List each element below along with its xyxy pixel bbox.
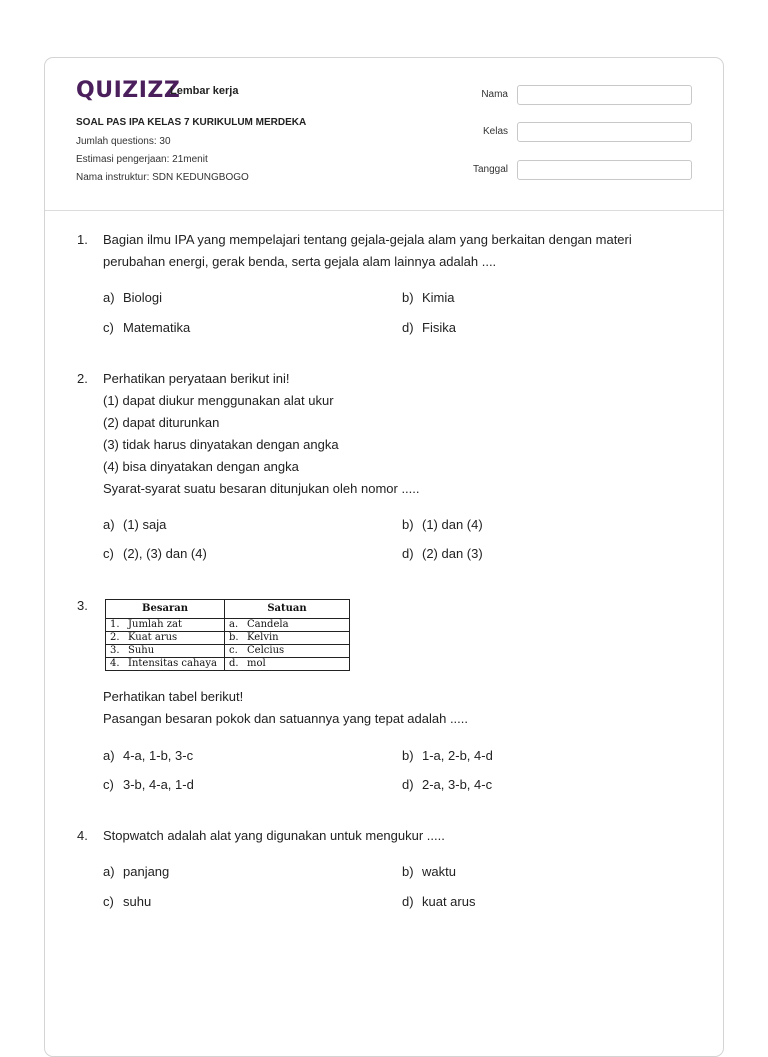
option-label: b) <box>402 748 414 763</box>
option-label: d) <box>402 546 414 561</box>
option-label: b) <box>402 517 414 532</box>
instructor-name: Nama instruktur: SDN KEDUNGBOGO <box>76 172 249 183</box>
cell-text: Jumlah zat <box>128 619 182 630</box>
table-header-row <box>106 600 350 619</box>
option-label: c) <box>103 320 114 335</box>
option-c[interactable] <box>103 546 207 561</box>
worksheet-header <box>45 58 723 211</box>
table-cell-satuan <box>225 632 350 645</box>
row-index: 4. <box>110 658 120 669</box>
question-line: (4) bisa dinyatakan dengan angka <box>103 459 299 474</box>
option-text: panjang <box>123 864 170 879</box>
option-d[interactable] <box>402 777 492 792</box>
option-a[interactable] <box>103 864 169 879</box>
name-field[interactable] <box>517 85 692 105</box>
option-text: (2), (3) dan (4) <box>123 546 207 561</box>
option-text: waktu <box>422 864 456 879</box>
option-c[interactable] <box>103 777 194 792</box>
table-row <box>106 632 350 645</box>
cell-text: Suhu <box>128 645 155 656</box>
table-cell-besaran <box>106 619 225 632</box>
question-count: Jumlah questions: 30 <box>76 136 171 147</box>
option-text: (1) saja <box>123 517 167 532</box>
option-label: a) <box>103 748 115 763</box>
row-index: d. <box>229 658 239 669</box>
question-number: 1. <box>77 232 88 247</box>
question-line: (3) tidak harus dinyatakan dengan angka <box>103 437 339 452</box>
option-c[interactable] <box>103 320 190 335</box>
option-label: d) <box>402 777 414 792</box>
question-line: Pasangan besaran pokok dan satuannya yang tepat adalah ..... <box>103 711 468 726</box>
question-text <box>103 686 663 730</box>
option-b[interactable] <box>402 748 493 763</box>
table-row <box>106 645 350 658</box>
option-text: Matematika <box>123 320 191 335</box>
option-text: 3-b, 4-a, 1-d <box>123 777 194 792</box>
logo-subtitle: Lembar kerja <box>170 85 239 97</box>
option-d[interactable] <box>402 546 483 561</box>
option-text: Kimia <box>422 290 455 305</box>
question-number: 4. <box>77 828 88 843</box>
option-text: (1) dan (4) <box>422 517 483 532</box>
option-text: Biologi <box>123 290 163 305</box>
question-line: Bagian ilmu IPA yang mempelajari tentang gejala-gejala alam yang berkaitan dengan materi <box>103 232 632 247</box>
option-label: a) <box>103 864 115 879</box>
option-text: suhu <box>123 894 152 909</box>
row-index: c. <box>229 645 238 656</box>
question-text <box>103 825 663 847</box>
question-line: (2) dapat diturunkan <box>103 415 220 430</box>
option-text: (2) dan (3) <box>422 546 483 561</box>
table-cell-satuan <box>225 619 350 632</box>
table-cell-besaran <box>106 645 225 658</box>
question-line: Perhatikan peryataan berikut ini! <box>103 371 290 386</box>
option-b[interactable] <box>402 290 455 305</box>
option-label: d) <box>402 894 414 909</box>
name-label: Nama <box>481 89 508 100</box>
table-cell-satuan <box>225 658 350 671</box>
option-a[interactable] <box>103 517 166 532</box>
option-b[interactable] <box>402 517 483 532</box>
class-label: Kelas <box>482 126 508 137</box>
option-a[interactable] <box>103 290 162 305</box>
option-label: b) <box>402 290 414 305</box>
option-text: 2-a, 3-b, 4-c <box>422 777 493 792</box>
question-text <box>103 368 663 500</box>
table-header-satuan: Satuan <box>225 600 350 619</box>
question-line: (1) dapat diukur menggunakan alat ukur <box>103 393 334 408</box>
question-line: Syarat-syarat suatu besaran ditunjukan oleh nomor ..... <box>103 481 420 496</box>
row-index: b. <box>229 632 239 643</box>
table-header-besaran: Besaran <box>106 600 225 619</box>
worksheet-page <box>44 57 724 1057</box>
option-d[interactable] <box>402 894 475 909</box>
quantity-unit-table <box>105 599 350 671</box>
option-label: d) <box>402 320 414 335</box>
row-index: 1. <box>110 619 120 630</box>
cell-text: Kelvin <box>247 632 279 643</box>
option-label: c) <box>103 894 114 909</box>
time-estimate: Estimasi pengerjaan: 21menit <box>76 154 208 165</box>
table-row <box>106 658 350 671</box>
table-cell-besaran <box>106 632 225 645</box>
option-label: a) <box>103 290 115 305</box>
question-number: 2. <box>77 371 88 386</box>
cell-text: Celcius <box>247 645 285 656</box>
date-label: Tanggal <box>472 164 508 175</box>
option-d[interactable] <box>402 320 456 335</box>
question-number: 3. <box>77 598 88 613</box>
row-index: 2. <box>110 632 120 643</box>
option-a[interactable] <box>103 748 193 763</box>
option-b[interactable] <box>402 864 456 879</box>
cell-text: Candela <box>247 619 289 630</box>
option-text: 4-a, 1-b, 3-c <box>123 748 194 763</box>
question-line: perubahan energi, gerak benda, serta gejala alam lainnya adalah .... <box>103 254 497 269</box>
row-index: 3. <box>110 645 120 656</box>
quiz-title: SOAL PAS IPA KELAS 7 KURIKULUM MERDEKA <box>76 117 307 128</box>
row-index: a. <box>229 619 239 630</box>
option-text: 1-a, 2-b, 4-d <box>422 748 493 763</box>
option-text: kuat arus <box>422 894 476 909</box>
date-field[interactable] <box>517 160 692 180</box>
option-c[interactable] <box>103 894 151 909</box>
option-text: Fisika <box>422 320 456 335</box>
option-label: c) <box>103 777 114 792</box>
table-cell-besaran <box>106 658 225 671</box>
class-field[interactable] <box>517 122 692 142</box>
cell-text: Intensitas cahaya <box>128 658 217 669</box>
quizizz-logo: QUIZIZZ <box>76 78 181 103</box>
question-line: Perhatikan tabel berikut! <box>103 689 244 704</box>
table-row <box>106 619 350 632</box>
option-label: b) <box>402 864 414 879</box>
cell-text: Kuat arus <box>128 632 178 643</box>
option-label: a) <box>103 517 115 532</box>
table-cell-satuan <box>225 645 350 658</box>
question-text <box>103 229 663 273</box>
cell-text: mol <box>247 658 266 669</box>
question-line: Stopwatch adalah alat yang digunakan untuk mengukur ..... <box>103 828 445 843</box>
option-label: c) <box>103 546 114 561</box>
